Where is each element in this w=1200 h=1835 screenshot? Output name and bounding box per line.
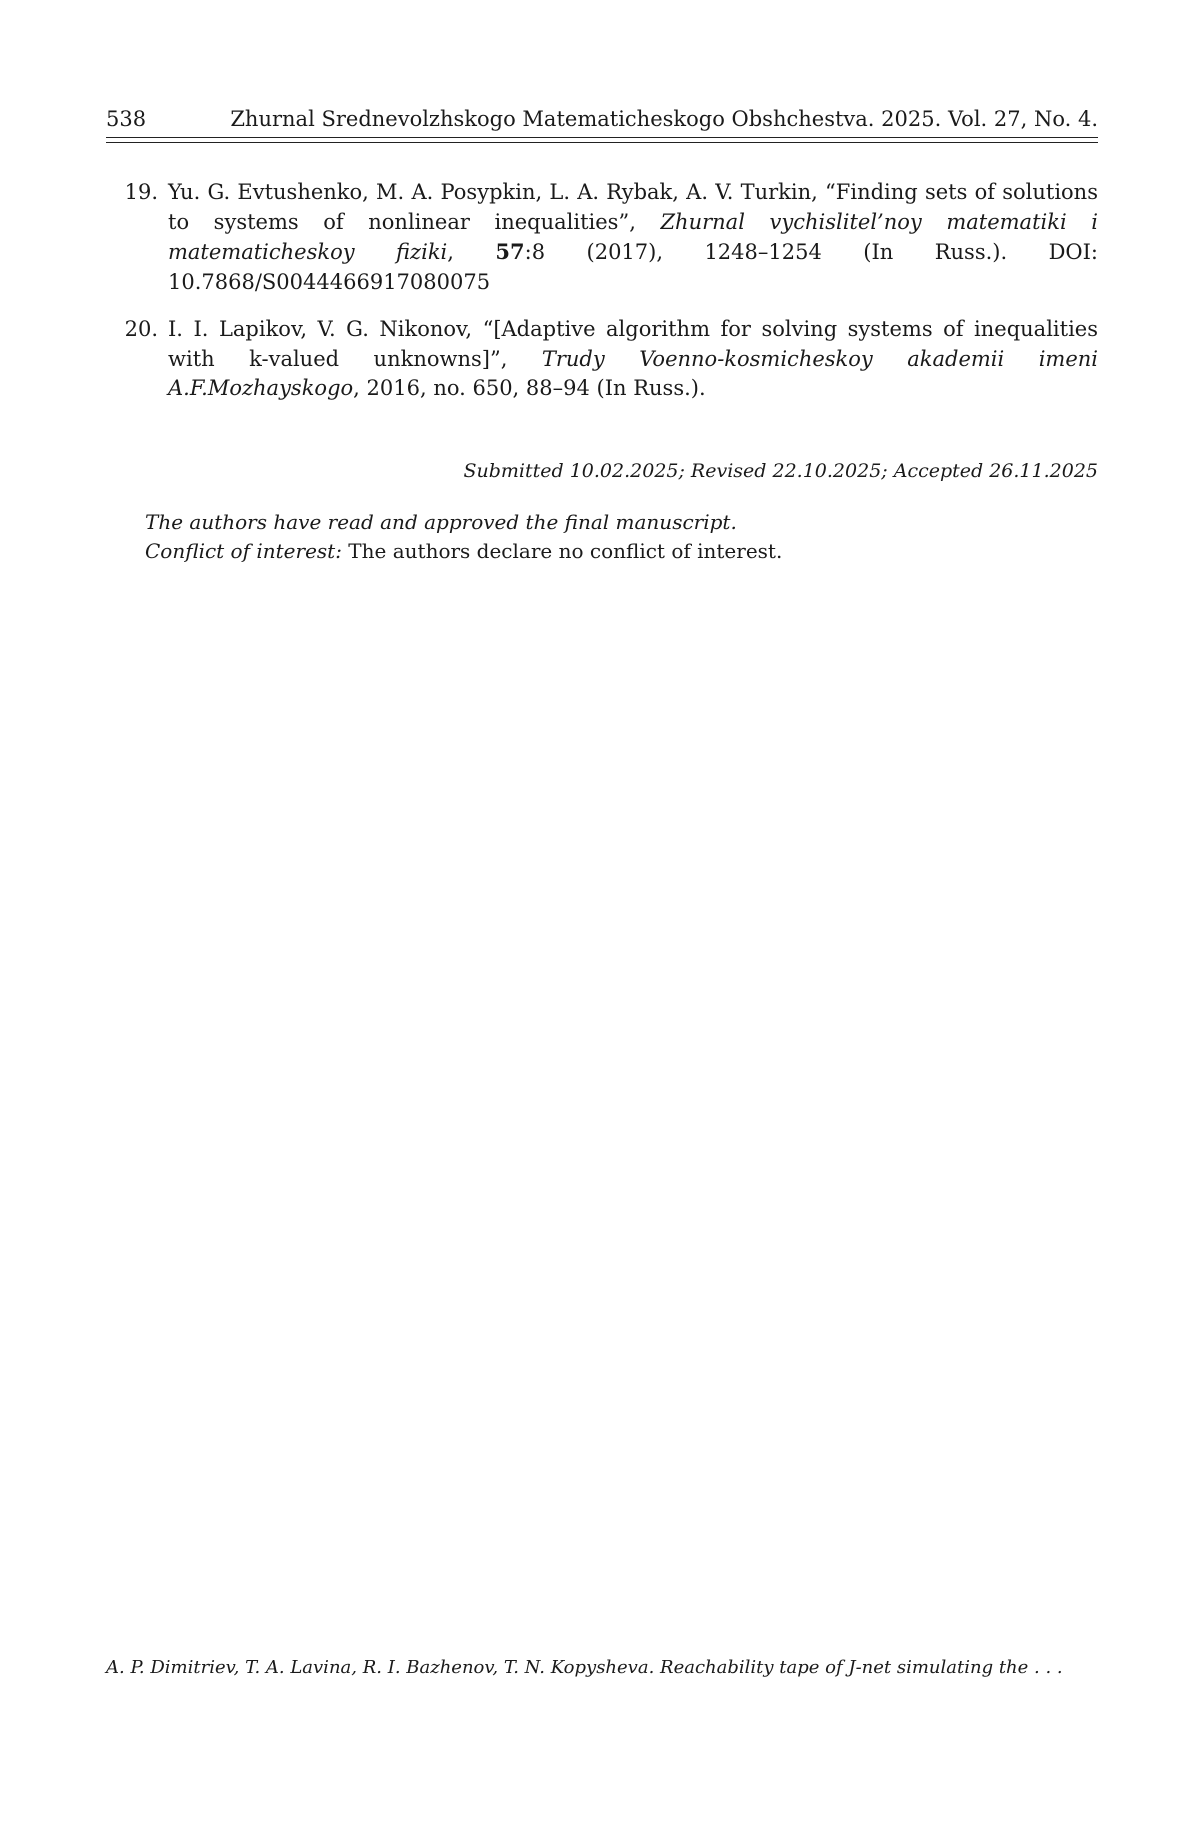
reference-number: 20. bbox=[124, 317, 158, 341]
reference-title: “[Adaptive algorithm for solving systems of inequalities with k-valued unknowns]”, bbox=[168, 317, 1098, 371]
reference-list bbox=[106, 178, 1098, 422]
reference-text bbox=[168, 178, 1098, 297]
reference-number: 19. bbox=[124, 180, 158, 204]
page-number: 538 bbox=[106, 107, 147, 131]
journal-title: Zhurnal Srednevolzhskogo Matematicheskogo Obshchestva. 2025. Vol. 27, No. 4. bbox=[230, 107, 1098, 131]
reference-text bbox=[168, 315, 1098, 404]
submission-dates: Submitted 10.02.2025; Revised 22.10.2025; Accepted 26.11.2025 bbox=[463, 460, 1098, 482]
reference-details: :8 (2017), 1248–1254 (In Russ.). DOI: 10.7868/S0044466917080075 bbox=[168, 240, 1099, 294]
reference-19 bbox=[106, 178, 1098, 297]
reference-source: Trudy Voenno-kosmicheskoy akademii imeni A.F.Mozhayskogo bbox=[168, 346, 1099, 400]
header-rule-top bbox=[106, 137, 1098, 138]
reference-authors: Yu. G. Evtushenko, M. A. Posypkin, L. A. Rybak, A. V. Turkin, bbox=[168, 180, 826, 204]
reference-volume: 57 bbox=[495, 239, 525, 264]
header-rule-bottom bbox=[106, 142, 1098, 143]
running-footer: A. P. Dimitriev, T. A. Lavina, R. I. Bazhenov, T. N. Kopysheva. Reachability tape of J-net simulating the . . . bbox=[106, 1657, 1063, 1678]
approval-statement: The authors have read and approved the final manuscript. bbox=[145, 510, 737, 534]
running-head bbox=[106, 104, 1098, 134]
reference-title: “Finding sets of solutions to systems of nonlinear inequalities”, bbox=[168, 180, 1098, 234]
reference-authors: I. I. Lapikov, V. G. Nikonov, bbox=[168, 317, 483, 341]
reference-source: Zhurnal vychislitel’noy matematiki i matematicheskoy fiziki bbox=[168, 209, 1098, 264]
conflict-text: The authors declare no conflict of interest. bbox=[341, 539, 783, 563]
reference-details: , 2016, no. 650, 88–94 (In Russ.). bbox=[353, 376, 706, 400]
conflict-statement bbox=[145, 537, 782, 566]
conflict-label: Conflict of interest: bbox=[145, 539, 342, 563]
reference-20 bbox=[106, 315, 1098, 404]
author-statement bbox=[145, 508, 782, 566]
reference-separator: , bbox=[447, 240, 496, 264]
